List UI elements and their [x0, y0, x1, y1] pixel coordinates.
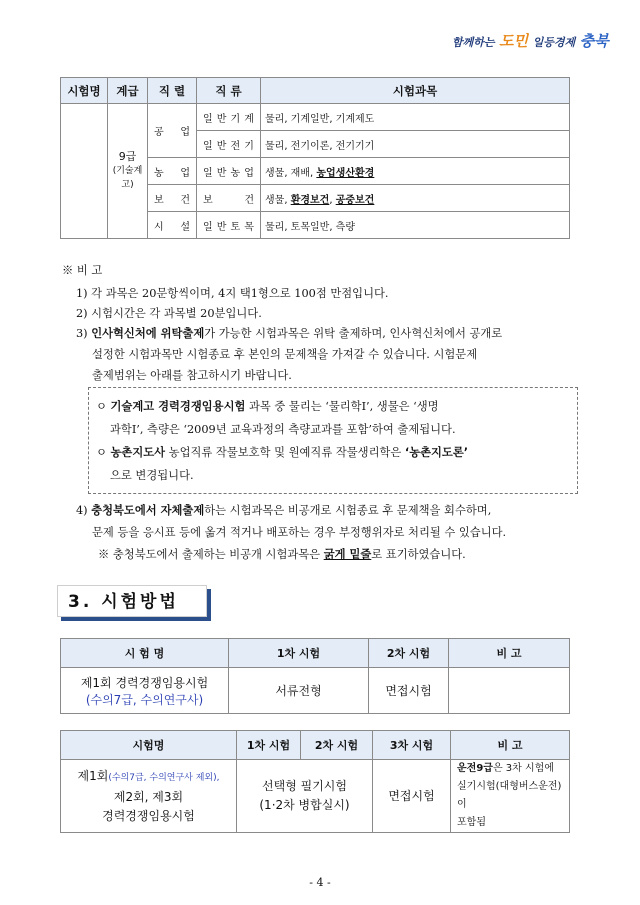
- subjects-cell: 물리, 전기이론, 전기기기: [261, 131, 570, 158]
- column-header: 1차 시험: [229, 639, 369, 668]
- exam-name-cell: [61, 104, 108, 239]
- column-header: 2차 시험: [301, 731, 373, 760]
- column-header: 시험명: [61, 731, 237, 760]
- column-header: 2차 시험: [369, 639, 449, 668]
- remarks-header: ※ 비 고: [62, 264, 103, 277]
- table-header-row: [61, 78, 570, 104]
- subjects-cell: 물리, 토목일반, 측량: [261, 212, 570, 239]
- note-3: 3) 인사혁신처에 위탁출제가 가능한 시험과목은 위탁 출제하며, 인사혁신처에서 공개로: [76, 327, 503, 340]
- note-4-line-3: ※ 충청북도에서 출제하는 비공개 시험과목은 굵게 밑줄로 표기하였습니다.: [98, 548, 466, 561]
- note-2: 2) 시험시간은 각 과목별 20분입니다.: [76, 307, 262, 320]
- grade-subtext: (기술계고): [112, 166, 143, 190]
- exam-method-table-2: [60, 730, 570, 833]
- exam-method-table-1: [60, 638, 570, 714]
- logo-text: 충북: [579, 32, 609, 50]
- exam-subjects-table: [60, 77, 570, 239]
- note-4: 4) 충청북도에서 자체출제하는 시험과목은 비공개로 시험종료 후 문제책을 회수하며,: [76, 504, 492, 517]
- subjects-cell: 생물, 재배, 농업생산환경: [261, 158, 570, 185]
- first-exam-cell: 서류전형: [229, 668, 369, 714]
- remark-cell: [449, 668, 570, 714]
- column-header: 비 고: [451, 731, 570, 760]
- second-exam-cell: 면접시험: [369, 668, 449, 714]
- note-4-line-2: 문제 등을 응시표 등에 옮겨 적거나 배포하는 경우 부정행위자로 처리될 수 있습니다.: [92, 526, 507, 539]
- table-row: [61, 760, 570, 833]
- column-header: 직 렬: [148, 78, 197, 104]
- kind-cell: 일 반 농 업: [197, 158, 261, 185]
- column-header: 비 고: [449, 639, 570, 668]
- written-exam-cell: 선택형 필기시험 (1·2차 병합실시): [237, 760, 373, 833]
- table-row: [61, 668, 570, 714]
- logo-text: 함께하는: [452, 36, 495, 49]
- box-item-2-line-2: 으로 변경됩니다.: [110, 469, 194, 482]
- third-exam-cell: 면접시험: [373, 760, 451, 833]
- note-3-line-2: 설정한 시험과목만 시험종료 후 본인의 문제책을 가져갈 수 있습니다. 시험문제: [92, 348, 478, 361]
- column-header: 계급: [108, 78, 148, 104]
- series-cell: 공 업: [148, 104, 197, 158]
- column-header: 시 험 명: [61, 639, 229, 668]
- kind-cell: 일 반 토 목: [197, 212, 261, 239]
- column-header: 1차 시험: [237, 731, 301, 760]
- box-item-1: ㅇ 기술계고 경력경쟁임용시험 과목 중 물리는 ‘물리학Ⅰ’, 생물은 ‘생명: [96, 400, 439, 413]
- remark-cell: 운전9급은 3차 시험에 실기시험(대형버스운전)이 포함됨: [451, 760, 570, 833]
- table-header-row: [61, 639, 570, 668]
- page-number: - 4 -: [309, 876, 331, 889]
- logo-text: 도민: [499, 32, 529, 50]
- column-header: 시험과목: [261, 78, 570, 104]
- note-3-line-3: 출제범위는 아래를 참고하시기 바랍니다.: [92, 369, 292, 382]
- table-header-row: [61, 731, 570, 760]
- column-header: 직 류: [197, 78, 261, 104]
- logo-text: 일등경제: [532, 36, 576, 49]
- subjects-cell: 생물, 환경보건, 공중보건: [261, 185, 570, 212]
- section-heading: 3. 시험방법: [57, 585, 207, 617]
- table-row: [61, 104, 570, 131]
- series-cell: 보 건: [148, 185, 197, 212]
- kind-cell: 보 건: [197, 185, 261, 212]
- note-1: 1) 각 과목은 20문항씩이며, 4지 택1형으로 100점 만점입니다.: [76, 287, 389, 300]
- column-header: 시험명: [61, 78, 108, 104]
- subjects-cell: 물리, 기계일반, 기계제도: [261, 104, 570, 131]
- kind-cell: 일 반 전 기: [197, 131, 261, 158]
- grade-cell: [108, 104, 148, 239]
- series-cell: 시 설: [148, 212, 197, 239]
- box-item-2: ㅇ 농촌지도사 농업직류 작물보호학 및 원예직류 작물생리학은 ‘농촌지도론’: [96, 446, 469, 459]
- kind-cell: 일 반 기 계: [197, 104, 261, 131]
- column-header: 3차 시험: [373, 731, 451, 760]
- box-item-1-line-2: 과학Ⅰ’, 측량은 ‘2009년 교육과정의 측량교과를 포함’하여 출제됩니다.: [110, 423, 456, 436]
- exam-name-cell: 제1회(수의7급, 수의연구사 제외), 제2회, 제3회 경력경쟁임용시험: [61, 760, 237, 833]
- grade-text: 9급: [118, 150, 137, 163]
- slogan-logo: [452, 30, 609, 52]
- exam-name-cell: 제1회 경력경쟁임용시험 (수의7급, 수의연구사): [61, 668, 229, 714]
- series-cell: 농 업: [148, 158, 197, 185]
